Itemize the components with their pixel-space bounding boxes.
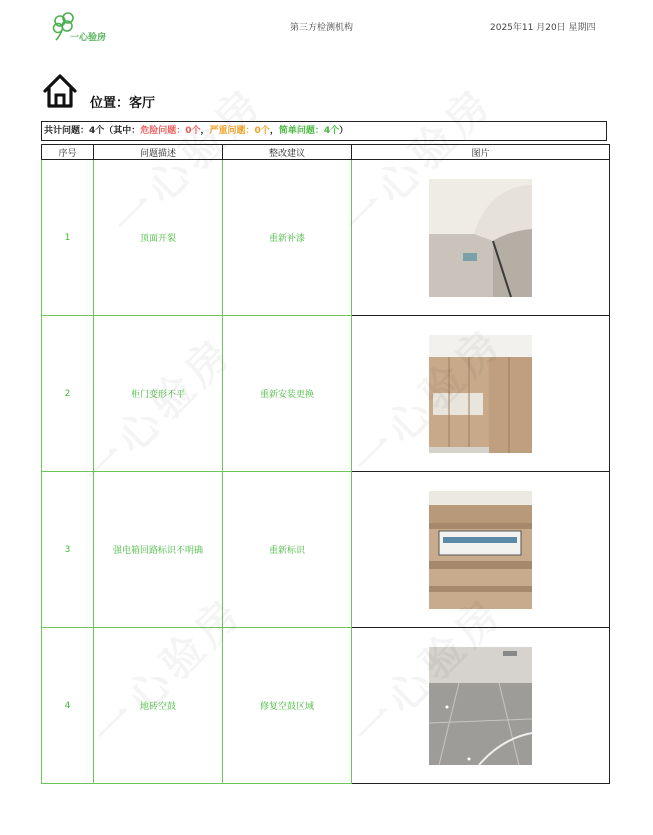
organization-name: 第三方检测机构 <box>290 23 354 33</box>
row-advice: 重新安装更换 <box>223 316 352 472</box>
row-description: 强电箱回路标识不明确 <box>94 472 223 628</box>
row-description: 地砖空鼓 <box>94 628 223 784</box>
cabinet-door-photo[interactable] <box>429 335 532 453</box>
summary-prefix: 共计问题：4个（其中： <box>44 126 141 136</box>
table-header-row <box>42 145 610 160</box>
danger-count: 危险问题：0个 <box>140 126 201 136</box>
row-description: 柜门变形不平 <box>94 316 223 472</box>
summary-sep: ， <box>269 126 279 136</box>
simple-count: 简单问题：4个 <box>278 126 340 136</box>
issues-table <box>41 144 610 784</box>
row-advice: 重新补漆 <box>223 160 352 316</box>
page-header <box>0 0 653 48</box>
header-photo: 图片 <box>352 145 610 160</box>
logo-text: 一心验房 <box>70 33 107 43</box>
row-number: 2 <box>42 316 94 472</box>
header-advice: 整改建议 <box>223 145 352 160</box>
row-number: 1 <box>42 160 94 316</box>
table-row <box>42 472 610 628</box>
ceiling-crack-photo[interactable] <box>429 179 532 297</box>
row-photo-cell <box>352 472 610 628</box>
row-number: 3 <box>42 472 94 628</box>
header-no: 序号 <box>42 145 94 160</box>
report-date: 2025年11 月20日 星期四 <box>490 23 596 33</box>
row-advice: 修复空鼓区域 <box>223 628 352 784</box>
table-row <box>42 628 610 784</box>
summary-suffix: ） <box>339 126 349 136</box>
issue-summary <box>41 121 607 141</box>
row-advice: 重新标识 <box>223 472 352 628</box>
table-row <box>42 316 610 472</box>
row-description: 顶面开裂 <box>94 160 223 316</box>
row-photo-cell <box>352 160 610 316</box>
floor-tile-photo[interactable] <box>429 647 532 765</box>
row-number: 4 <box>42 628 94 784</box>
electrical-box-photo[interactable] <box>429 491 532 609</box>
serious-count: 严重问题：0个 <box>209 126 270 136</box>
table-row <box>42 160 610 316</box>
header-description: 问题描述 <box>94 145 223 160</box>
row-photo-cell <box>352 628 610 784</box>
row-photo-cell <box>352 316 610 472</box>
location-label: 位置：客厅 <box>90 96 156 111</box>
summary-sep: ， <box>200 126 210 136</box>
home-icon <box>42 72 78 110</box>
